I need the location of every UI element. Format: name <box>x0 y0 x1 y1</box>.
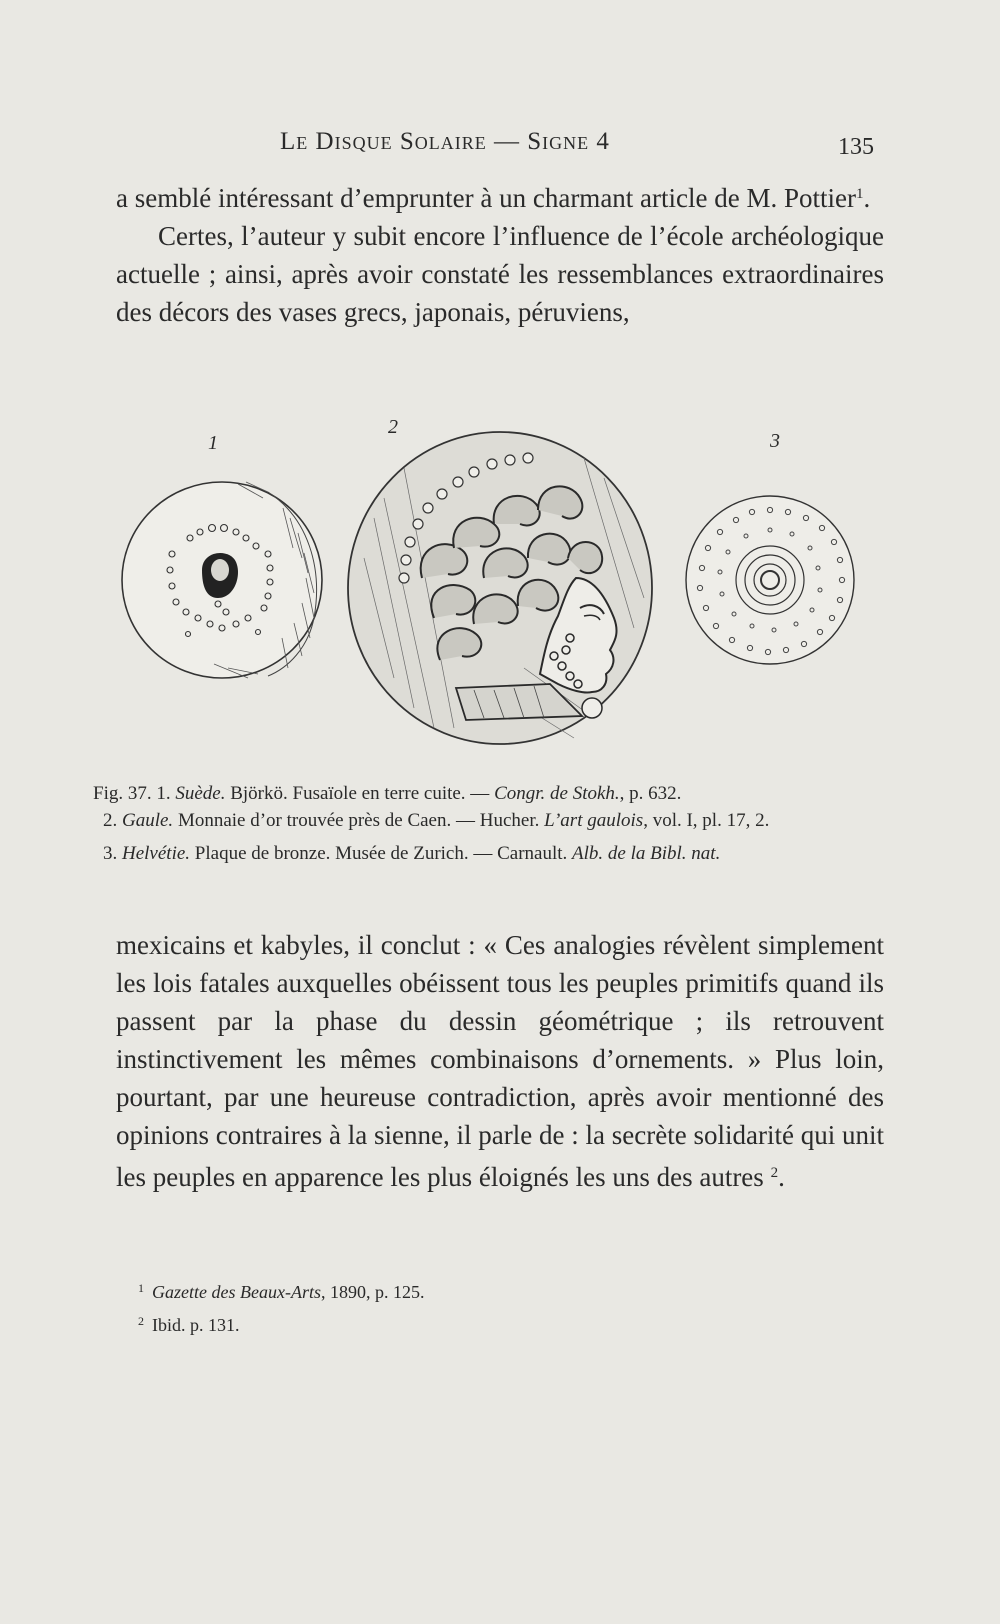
running-head: Le Disque Solaire — Signe 4 <box>280 128 610 155</box>
paragraph-end: . <box>778 1162 785 1192</box>
page-number: 135 <box>838 134 874 160</box>
footnote-number: 1 <box>138 1281 144 1295</box>
figure-label-2: 2 <box>388 416 398 438</box>
paragraph: Certes, l’auteur y subit encore l’influence de l’école archéologique actuelle ; ainsi, après avoir constaté les ressemblances extraordinaires des décors des vases grecs, japonais, péruviens, <box>116 221 884 327</box>
caption-place: Helvétie. <box>122 843 191 864</box>
caption-number: Fig. 37. 1. <box>93 783 171 804</box>
caption-reference: Congr. de Stokh. <box>494 783 620 804</box>
caption-reference: L’art gaulois <box>544 810 644 831</box>
footnote-number: 2 <box>138 1314 144 1328</box>
paragraph <box>116 175 884 217</box>
body-text-top <box>116 175 884 331</box>
caption-line <box>93 780 873 807</box>
paragraph-end: . <box>863 183 871 213</box>
spindle-whorl-illustration <box>118 478 330 682</box>
figure-label-1: 1 <box>208 432 218 454</box>
figure-caption <box>93 780 873 867</box>
caption-text: Björkö. Fusaïole en terre cuite. — <box>230 783 490 804</box>
paragraph-text: mexicains et kabyles, il conclut : « Ces analogies révèlent simplement les lois fatales auxquelles obéissent tous les peuples primitifs quand ils passent par la phase du dessin géométrique ; ils retrouvent instinctivement les mêmes combinaisons d’ornements. » Plus loin, pourtant, par une heureuse contradiction, après avoir mentionné des opinions contraires à la sienne, il parle de : la secrète solidarité qui unit les peuples en apparence les plus éloignés les uns des autres <box>116 930 884 1192</box>
caption-number: 3. <box>103 843 118 864</box>
bronze-plaque-illustration <box>680 490 860 670</box>
caption-page: , vol. I, pl. 17, 2. <box>643 810 770 831</box>
footnote-ref: 1 <box>855 186 864 202</box>
footnotes <box>138 1274 638 1340</box>
caption-line <box>93 807 873 834</box>
footnote <box>138 1274 638 1307</box>
caption-place: Gaule. <box>122 810 174 831</box>
footnote <box>138 1307 638 1340</box>
footnote-ref: 2 <box>770 1165 779 1181</box>
caption-text: Plaque de bronze. Musée de Zurich. — Carnault. <box>194 843 568 864</box>
caption-number: 2. <box>103 810 118 831</box>
figure-label-3: 3 <box>770 430 780 452</box>
footnote-text: , 1890, p. 125. <box>320 1282 425 1302</box>
gaulish-coin-illustration <box>344 428 656 748</box>
caption-line <box>93 840 873 867</box>
figure-37 <box>112 416 892 764</box>
footnote-text: Ibid. p. 131. <box>152 1315 240 1335</box>
paragraph <box>116 926 884 1196</box>
footnote-reference: Gazette des Beaux-Arts <box>152 1282 321 1302</box>
paragraph-text: a semblé intéressant d’emprunter à un charmant article de M. Pottier <box>116 183 856 213</box>
caption-page: , p. 632. <box>619 783 682 804</box>
caption-text: Monnaie d’or trouvée près de Caen. — Hucher. <box>177 810 540 831</box>
caption-place: Suède. <box>175 783 226 804</box>
body-text-bottom <box>116 926 884 1196</box>
caption-reference: Alb. de la Bibl. nat. <box>572 843 721 864</box>
